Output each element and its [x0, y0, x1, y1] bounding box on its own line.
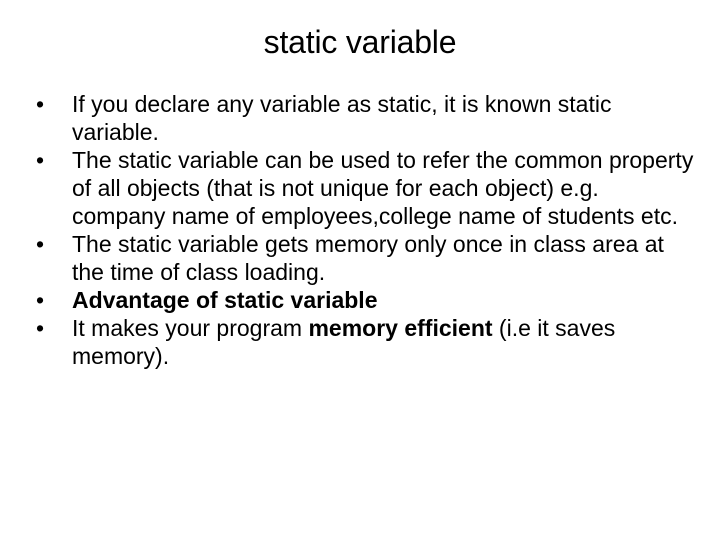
bullet-item-5 [30, 314, 695, 370]
bullet-item-4 [30, 286, 695, 314]
bullet-text: It makes your program [72, 315, 309, 341]
bullet-dot-icon: • [35, 315, 45, 341]
bullet-list [30, 90, 695, 370]
slide-title: static variable [263, 24, 457, 60]
bullet-dot-icon: • [35, 147, 45, 173]
bullet-dot-icon: • [35, 231, 45, 257]
bullet-text: The static variable can be used to refer the common property of all objects (that is not unique for each object) e.g. company name of employees,college name of students etc. [72, 147, 694, 229]
bullet-text: (i.e it saves memory). [72, 315, 616, 369]
bullet-item-2 [30, 146, 695, 230]
bullet-text: The static variable gets memory only once in class area at the time of class loading. [72, 231, 664, 285]
bullet-dot-icon: • [35, 91, 45, 117]
bullet-item-1 [30, 90, 695, 146]
bullet-item-3 [30, 230, 695, 286]
bullet-text: If you declare any variable as static, it is known static variable. [72, 91, 612, 145]
bullet-text-bold: Advantage of static variable [72, 287, 378, 313]
bullet-dot-icon: • [35, 287, 45, 313]
bullet-text-emphasis: memory efficient [308, 315, 493, 341]
